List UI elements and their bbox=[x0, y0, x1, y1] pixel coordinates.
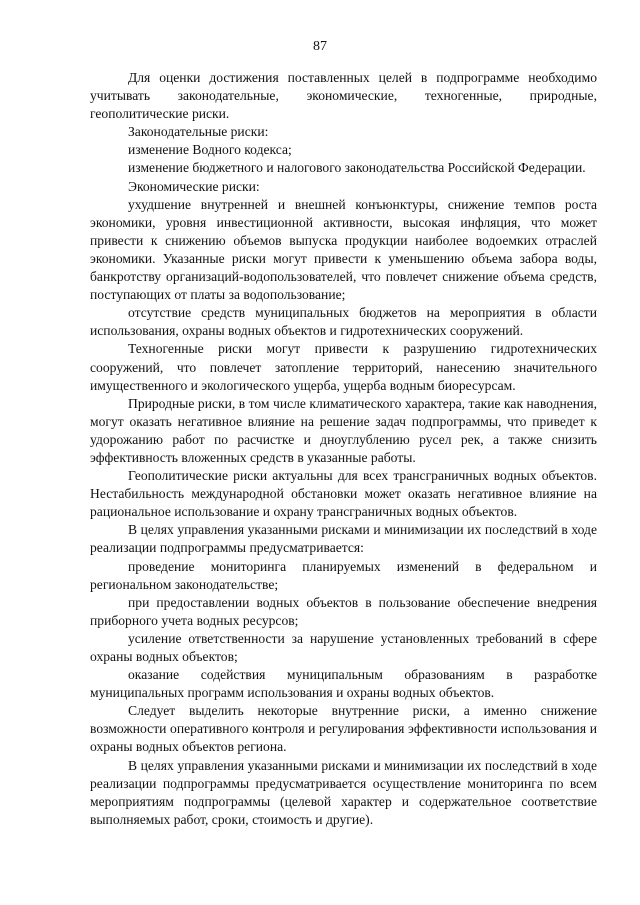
paragraph-water-code-change: изменение Водного кодекса; bbox=[128, 142, 292, 158]
paragraph-natural-risks: Природные риски, в том числе климатического характера, такие как наводнения, могут оказать негативное влияние на решение задач подпрограммы, что приведет к удорожанию работ по расчистке и дноуглублению русел рек, а также снизить эффективность вложенных средств в указанные работы. bbox=[90, 395, 597, 465]
paragraph-internal-risks: Следует выделить некоторые внутренние риски, а именно снижение возможности оперативного контроля и регулирования эффективности использования и охраны водных объектов региона. bbox=[90, 703, 597, 755]
page-number: 87 bbox=[313, 39, 327, 54]
paragraph-monitoring-measures: В целях управления указанными рисками и минимизации их последствий в ходе реализации подпрограммы предусматривается осуществление мониторинга по всем мероприятиям подпрограммы (целевой характер и содержательное соответствие выполняемых работ, сроки, стоимость и другие). bbox=[90, 757, 597, 827]
paragraph-economic-conditions: ухудшение внутренней и внешней конъюнктуры, снижение темпов роста экономики, уровня инвестиционной активности, высокая инфляция, что может привести к снижению объемов выпуска продукции наиболее водоемких отраслей экономики. Указанные риски могут привести к уменьшению объема забора воды, банкротству организаций-водопользователей, что повлечет снижение объема средств, поступающих от платы за водопользование; bbox=[90, 196, 597, 303]
paragraph-municipal-funds: отсутствие средств муниципальных бюджетов на мероприятия в области использования, охраны водных объектов и гидротехнических сооружений. bbox=[90, 305, 597, 339]
paragraph-legislation-monitoring: проведение мониторинга планируемых изменений в федеральном и региональном законодательстве; bbox=[90, 558, 597, 592]
paragraph-responsibility: усиление ответственности за нарушение установленных требований в сфере охраны водных объектов; bbox=[90, 630, 597, 664]
paragraph-legal-risks-heading: Законодательные риски: bbox=[128, 124, 269, 140]
paragraph-risk-management-intro: В целях управления указанными рисками и минимизации их последствий в ходе реализации подпрограммы предусматривается: bbox=[90, 522, 597, 556]
paragraph-municipal-support: оказание содействия муниципальным образованиям в разработке муниципальных программ использования и охраны водных объектов. bbox=[90, 667, 597, 701]
paragraph-geopolitical-risks: Геополитические риски актуальны для всех трансграничных водных объектов. Нестабильность международной обстановки может оказать негативное влияние на рациональное использование и охрану трансграничных водных объектов. bbox=[90, 468, 597, 520]
paragraph-risk-intro: Для оценки достижения поставленных целей в подпрограмме необходимо учитывать законодательные, экономические, техногенные, природные, геополитические риски. bbox=[90, 70, 597, 122]
paragraph-metering: при предоставлении водных объектов в пользование обеспечение внедрения приборного учета водных ресурсов; bbox=[90, 594, 597, 628]
document-body bbox=[90, 69, 597, 829]
paragraph-economic-risks-heading: Экономические риски: bbox=[128, 178, 260, 194]
paragraph-budget-law-change: изменение бюджетного и налогового законодательства Российской Федерации. bbox=[128, 160, 586, 176]
paragraph-technogenic-risks: Техногенные риски могут привести к разрушению гидротехнических сооружений, что повлечет затопление территорий, нанесению значительного имущественного и экологического ущерба, ущерба водным биоресурсам. bbox=[90, 341, 597, 393]
